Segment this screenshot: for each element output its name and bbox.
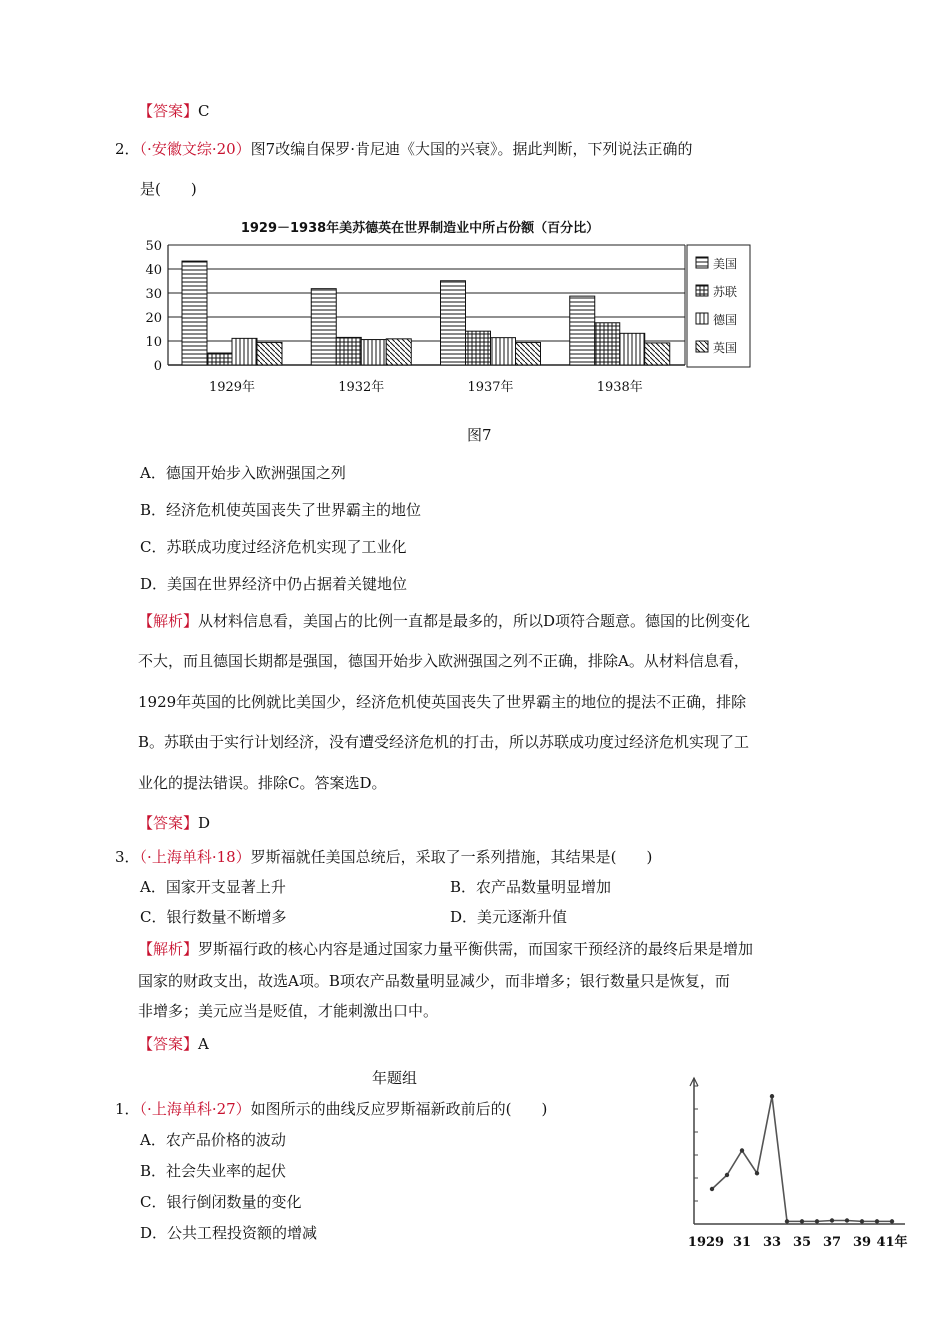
data-point xyxy=(800,1219,804,1223)
bar xyxy=(232,338,257,365)
legend-label: 英国 xyxy=(713,341,738,355)
line-chart xyxy=(680,1070,920,1250)
answer-bracket: 【答案】 xyxy=(138,1035,199,1053)
analysis-line-2: 不大，而且德国长期都是强国，德国开始步入欧洲强国之列不正确，排除A。从材料信息看， xyxy=(138,652,749,670)
x-tick-label: 31 xyxy=(732,1235,752,1250)
question-text: 图7改编自保罗·肯尼迪《大国的兴衰》。据此判断，下列说法正确的 xyxy=(250,140,693,158)
question-number: 3． xyxy=(115,848,140,866)
question-3-stem xyxy=(115,847,652,867)
option-a: A．国家开支显著上升 xyxy=(140,878,286,896)
y-tick-label: 40 xyxy=(145,263,162,278)
y-tick-label: 30 xyxy=(145,287,162,302)
question-2-stem-cont: 是( ) xyxy=(140,180,197,198)
x-tick-label: 1937年 xyxy=(467,380,514,395)
option-d: D．美国在世界经济中仍占据着关键地位 xyxy=(140,575,408,593)
question-source: （·安徽文综·20） xyxy=(139,140,251,158)
option-a: A．德国开始步入欧洲强国之列 xyxy=(140,464,346,482)
option-c: C．银行数量不断增多 xyxy=(140,908,287,926)
bar xyxy=(182,261,207,365)
bar xyxy=(570,296,595,365)
analysis-line-4: B。苏联由于实行计划经济，没有遭受经济危机的打击，所以苏联成功度过经济危机实现了工 xyxy=(138,733,750,751)
bar xyxy=(361,340,386,365)
question-source: （·上海单科·27） xyxy=(139,1100,251,1118)
data-point xyxy=(830,1218,834,1222)
x-tick-label: 1929 xyxy=(687,1235,725,1250)
x-tick-label: 39 xyxy=(852,1235,872,1250)
option-b: B．社会失业率的起伏 xyxy=(140,1162,287,1180)
data-line xyxy=(712,1096,892,1221)
answer-line xyxy=(138,1034,209,1054)
data-point xyxy=(755,1171,759,1175)
question-text: 如图所示的曲线反应罗斯福新政前后的( ) xyxy=(250,1100,548,1118)
x-tick-label: 33 xyxy=(762,1235,782,1250)
option-b: B．农产品数量明显增加 xyxy=(450,878,612,896)
data-point xyxy=(710,1187,714,1191)
analysis-line-3: 非增多；美元应当是贬值，才能刺激出口中。 xyxy=(138,1002,439,1020)
data-point xyxy=(815,1219,819,1223)
bar xyxy=(207,353,232,365)
y-tick-label: 10 xyxy=(145,335,162,350)
legend-swatch xyxy=(696,313,708,324)
bar xyxy=(386,339,411,365)
option-d: D．美元逐渐升值 xyxy=(450,908,568,926)
x-tick-label: 1938年 xyxy=(596,380,643,395)
bar-chart xyxy=(130,232,760,412)
bar xyxy=(466,331,491,365)
answer-value: C xyxy=(198,102,210,120)
answer-value: D xyxy=(198,814,211,832)
bar-chart-title: 1929－1938年美苏德英在世界制造业中所占份额（百分比） xyxy=(240,221,600,236)
x-tick-label: 35 xyxy=(792,1235,812,1250)
answer-value: A xyxy=(198,1035,209,1053)
bar xyxy=(336,337,361,365)
analysis-text: 从材料信息看，美国占的比例一直都是最多的，所以D项符合题意。德国的比例变化 xyxy=(198,612,751,630)
analysis-line-2: 国家的财政支出，故选A项。B项农产品数量明显减少，而非增多；银行数量只是恢复，而 xyxy=(138,972,730,990)
bar xyxy=(645,343,670,365)
legend-swatch xyxy=(696,341,708,352)
question-number: 1． xyxy=(115,1100,140,1118)
x-tick-label: 37 xyxy=(822,1235,842,1250)
question-2-stem xyxy=(115,139,693,159)
y-tick-label: 20 xyxy=(145,311,162,326)
analysis-line-1 xyxy=(138,611,750,631)
x-tick-label: 1929年 xyxy=(208,380,256,395)
y-tick-label: 0 xyxy=(153,359,162,374)
data-point xyxy=(860,1219,864,1223)
question-source: （·上海单科·18） xyxy=(139,848,251,866)
option-c: C．苏联成功度过经济危机实现了工业化 xyxy=(140,538,407,556)
option-a: A．农产品价格的波动 xyxy=(140,1131,286,1149)
data-point xyxy=(845,1218,849,1222)
question-text: 罗斯福就任美国总统后，采取了一系列措施，其结果是( ) xyxy=(250,848,653,866)
option-b: B．经济危机使英国丧失了世界霸主的地位 xyxy=(140,501,422,519)
data-point xyxy=(890,1219,894,1223)
analysis-line-1 xyxy=(138,939,753,959)
legend-label: 美国 xyxy=(713,257,738,271)
answer-bracket: 【答案】 xyxy=(138,814,199,832)
data-point xyxy=(785,1219,789,1223)
bar xyxy=(311,289,336,365)
bar xyxy=(620,333,645,365)
group-title: 年题组 xyxy=(372,1069,418,1087)
analysis-line-3: 1929年英国的比例就比美国少，经济危机使英国丧失了世界霸主的地位的提法不正确，排除 xyxy=(138,693,747,711)
bar xyxy=(595,323,620,365)
bar xyxy=(257,342,282,365)
bar xyxy=(491,338,516,365)
x-tick-label: 1932年 xyxy=(338,380,385,395)
answer-line xyxy=(138,813,210,833)
figure-caption: 图7 xyxy=(467,426,492,444)
question-1-stem xyxy=(115,1099,547,1119)
analysis-text: 罗斯福行政的核心内容是通过国家力量平衡供需，而国家干预经济的最终后果是增加 xyxy=(198,940,754,958)
bar xyxy=(441,281,466,365)
answer-bracket: 【答案】 xyxy=(138,102,199,120)
legend-swatch xyxy=(696,285,708,296)
analysis-bracket: 【解析】 xyxy=(138,612,199,630)
legend-label: 苏联 xyxy=(713,285,738,299)
analysis-line-5: 业化的提法错误。排除C。答案选D。 xyxy=(138,774,387,792)
answer-line xyxy=(138,101,210,121)
data-point xyxy=(740,1148,744,1152)
x-tick-label: 41年 xyxy=(876,1235,908,1250)
option-d: D．公共工程投资额的增减 xyxy=(140,1224,318,1242)
analysis-bracket: 【解析】 xyxy=(138,940,199,958)
legend-label: 德国 xyxy=(713,313,738,327)
option-c: C．银行倒闭数量的变化 xyxy=(140,1193,302,1211)
data-point xyxy=(875,1219,879,1223)
legend-swatch xyxy=(696,257,708,268)
y-tick-label: 50 xyxy=(145,239,162,254)
bar xyxy=(516,342,541,365)
data-point xyxy=(770,1094,774,1098)
question-number: 2． xyxy=(115,140,140,158)
data-point xyxy=(725,1173,729,1177)
